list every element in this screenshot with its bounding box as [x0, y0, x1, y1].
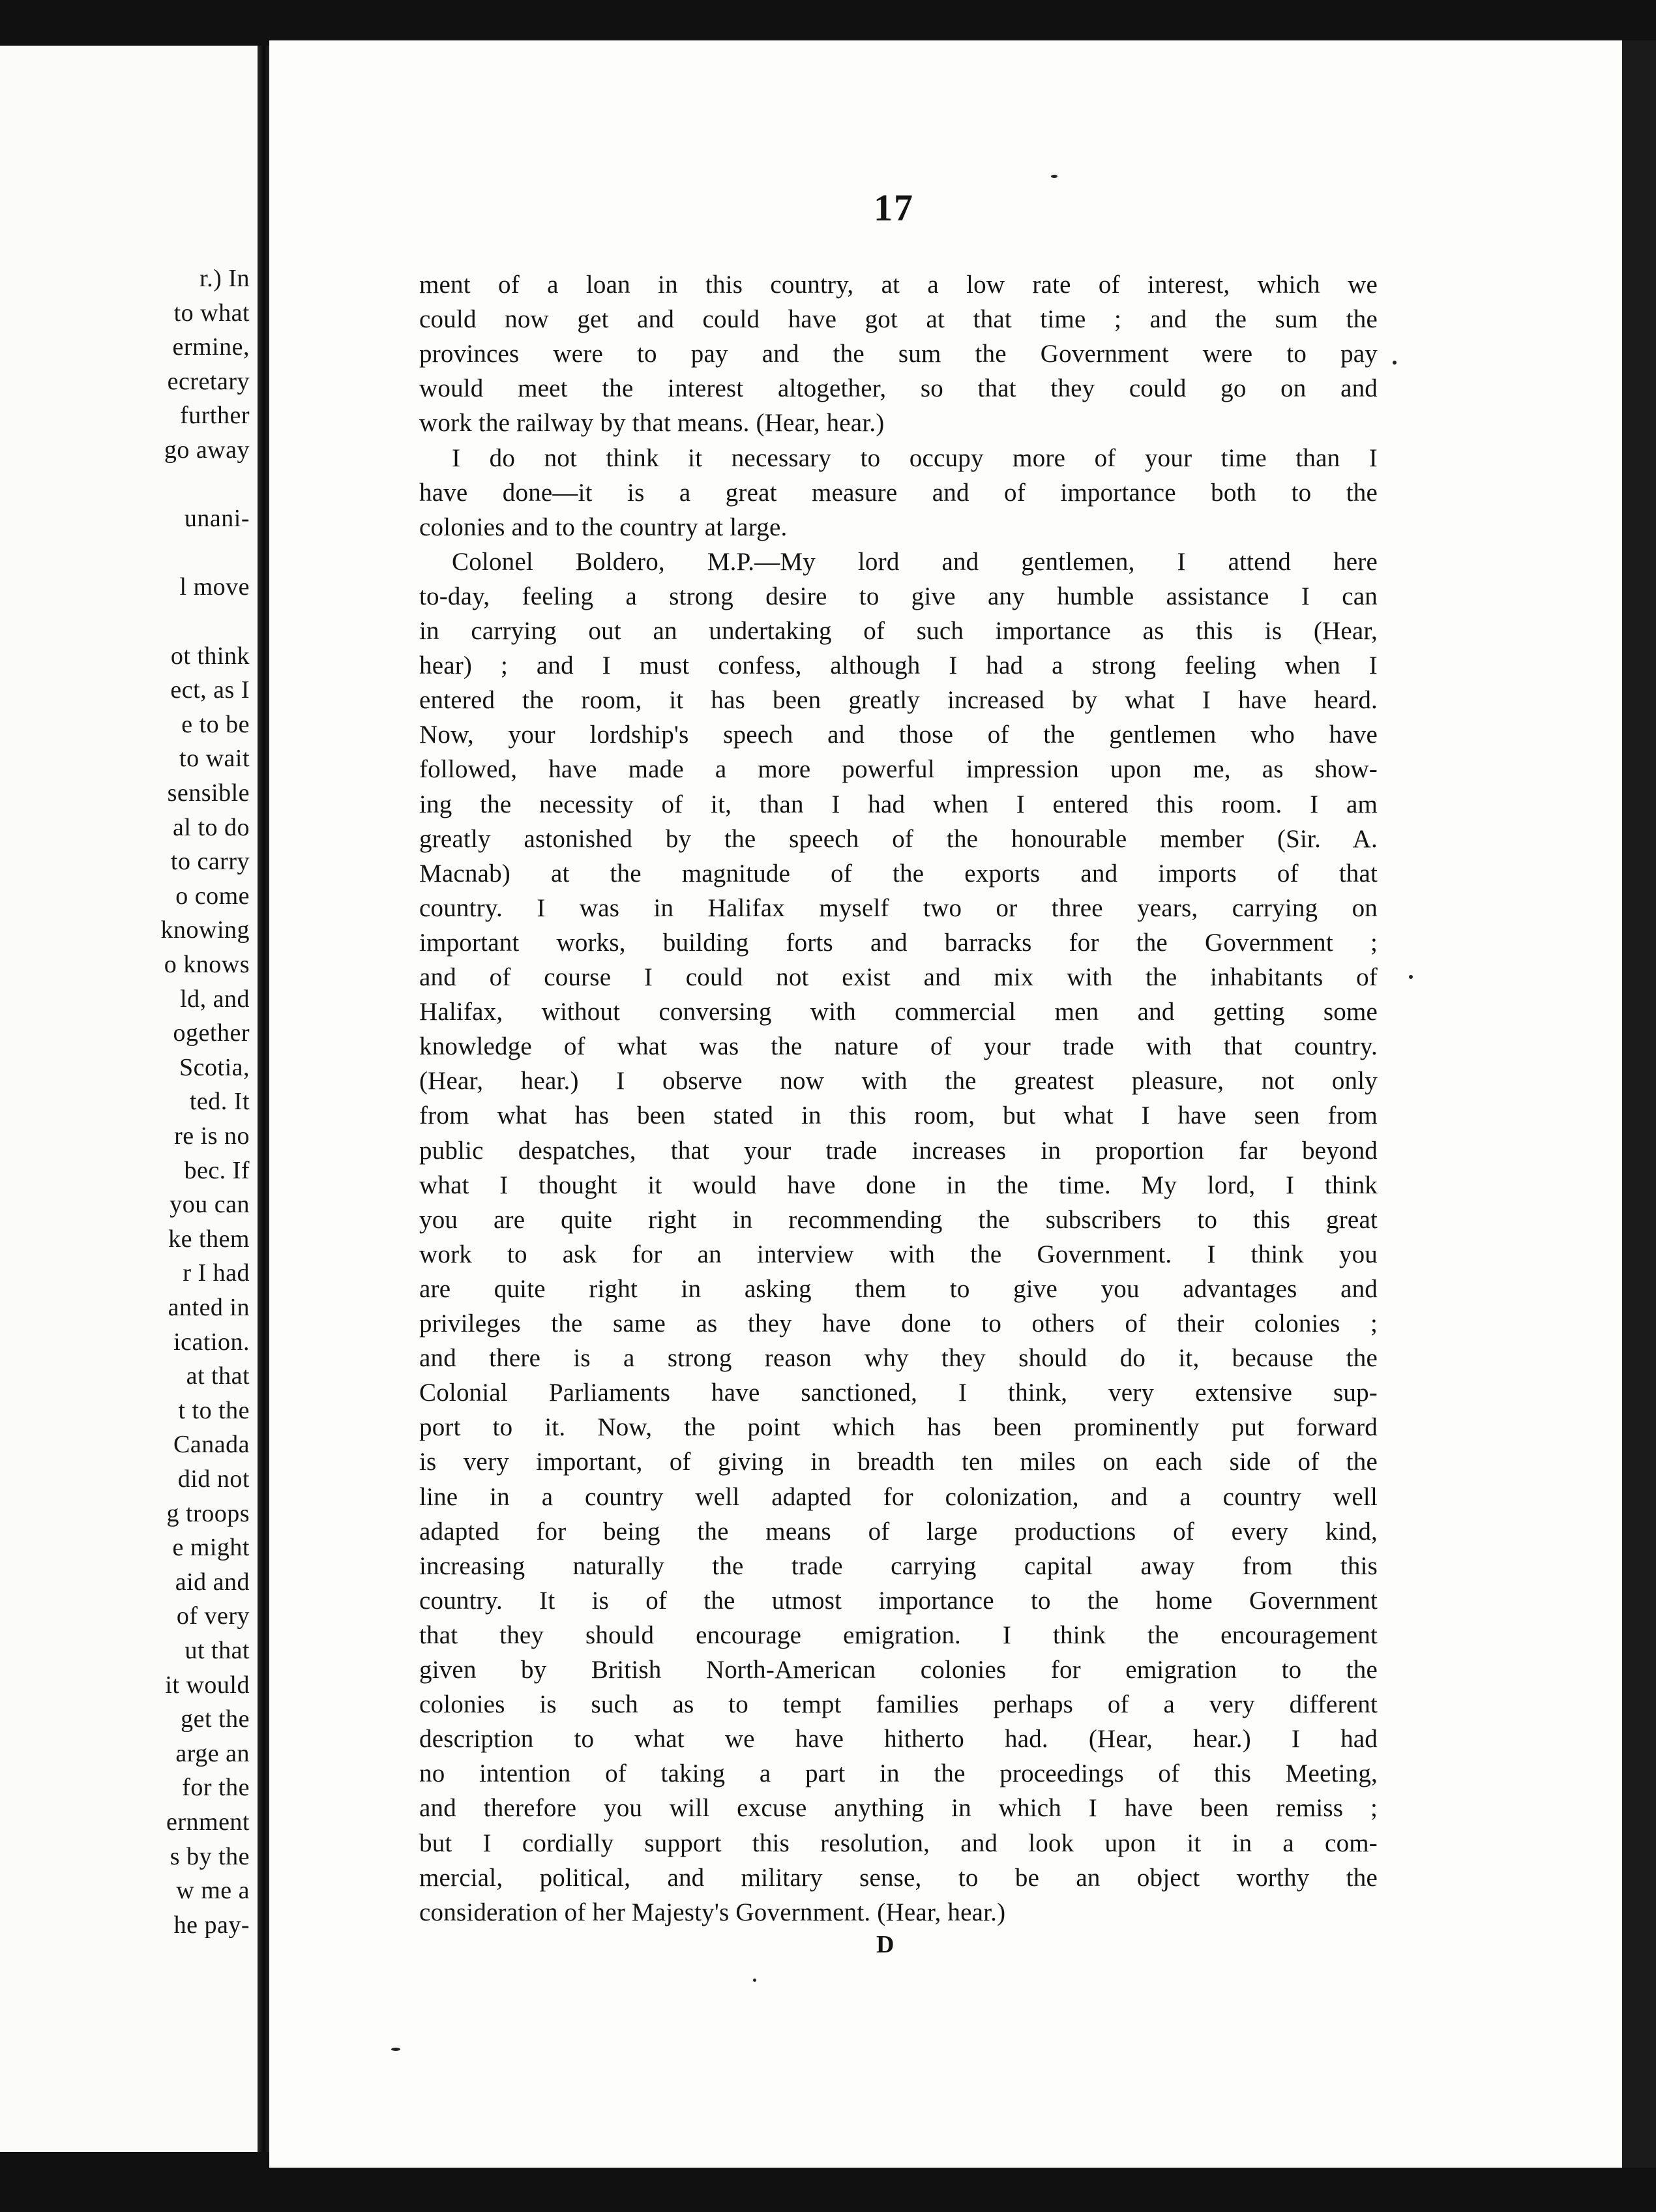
text-line: Colonial Parliaments have sanctioned, I think, very extensive sup- [419, 1379, 1378, 1407]
left-fragment-line: re is no [174, 1122, 250, 1150]
left-fragment-line: Canada [173, 1431, 250, 1459]
left-fragment-line: s by the [170, 1842, 250, 1870]
text-line: work to ask for an interview with the Government. I think you [419, 1240, 1378, 1268]
text-line: and therefore you will excuse anything in which I have been remiss ; [419, 1794, 1378, 1823]
text-line: colonies and to the country at large. [419, 513, 788, 541]
page-number: 17 [874, 187, 914, 229]
text-line: hear) ; and I must confess, although I had a strong feeling when I [419, 651, 1378, 680]
text-line: given by British North-American colonies for emigration to the [419, 1656, 1378, 1684]
text-line: greatly astonished by the speech of the honourable member (Sir. A. [419, 824, 1378, 853]
left-fragment-line: at that [186, 1362, 250, 1390]
text-line: adapted for being the means of large productions of every kind, [419, 1517, 1378, 1546]
text-line: description to what we have hitherto had. (Hear, hear.) I had [419, 1725, 1378, 1754]
text-line: from what has been stated in this room, but what I have seen from [419, 1101, 1378, 1130]
text-line: to-day, feeling a strong desire to give any humble assistance I can [419, 582, 1378, 610]
text-line: and there is a strong reason why they should do it, because the [419, 1344, 1378, 1373]
left-page [0, 46, 258, 2152]
text-line: Colonel Boldero, M.P.—My lord and gentlemen, I attend here [452, 547, 1378, 576]
ink-speck [753, 1979, 756, 1982]
text-line: and of course I could not exist and mix with the inhabitants of [419, 963, 1378, 991]
left-fragment-line: bec. If [184, 1156, 250, 1184]
text-line: I do not think it necessary to occupy more of your time than I [452, 443, 1378, 472]
text-line: followed, have made a more powerful impression upon me, as show- [419, 755, 1378, 784]
text-line: Halifax, without conversing with commercial men and getting some [419, 998, 1378, 1026]
left-fragment-line: g troops [166, 1499, 250, 1527]
text-line: that they should encourage emigration. I think the encouragement [419, 1621, 1378, 1649]
text-line: colonies is such as to tempt families perhaps of a very different [419, 1690, 1378, 1719]
left-fragment-line: o knows [164, 951, 250, 978]
left-fragment-line: it would [165, 1671, 250, 1699]
left-fragment-line: Scotia, [179, 1053, 250, 1081]
text-line: privileges the same as they have done to others of their colonies ; [419, 1309, 1378, 1338]
text-line: what I thought it would have done in the time. My lord, I think [419, 1171, 1378, 1199]
left-fragment-line: sensible [167, 779, 250, 807]
left-fragment-line: for the [182, 1774, 250, 1802]
left-fragment-line: e might [172, 1534, 250, 1562]
left-fragment-line: ect, as I [170, 676, 250, 704]
left-fragment-line: r.) In [200, 265, 250, 292]
left-fragment-line: he pay- [173, 1911, 250, 1939]
left-fragment-line: ted. It [189, 1088, 250, 1116]
left-fragment-line: o come [175, 882, 250, 910]
left-fragment-line: ecretary [167, 367, 250, 395]
left-fragment-line: further [180, 402, 250, 430]
text-line: are quite right in asking them to give you advantages and [419, 1274, 1378, 1303]
left-fragment-line: unani- [184, 505, 250, 533]
text-line: (Hear, hear.) I observe now with the greatest pleasure, not only [419, 1067, 1378, 1096]
left-fragment-line: ot think [170, 642, 250, 670]
left-fragment-line: go away [164, 436, 250, 464]
text-line: country. It is of the utmost importance to the home Government [419, 1586, 1378, 1615]
text-line: entered the room, it has been greatly increased by what I have heard. [419, 686, 1378, 715]
left-fragment-line: to carry [170, 848, 250, 876]
text-line: in carrying out an undertaking of such importance as this is (Hear, [419, 617, 1378, 645]
left-fragment-line: aid and [175, 1568, 250, 1596]
left-fragment-line: ut that [185, 1637, 250, 1664]
signature-mark: D [876, 1931, 895, 1958]
text-line: is very important, of giving in breadth ten miles on each side of the [419, 1448, 1378, 1476]
left-fragment-line: r I had [183, 1259, 250, 1287]
text-line: work the railway by that means. (Hear, hear.) [419, 409, 885, 438]
left-fragment-line: get the [181, 1705, 250, 1733]
ink-speck [1409, 975, 1413, 979]
text-line: ing the necessity of it, than I had when I entered this room. I am [419, 790, 1378, 818]
left-fragment-line: ernment [166, 1808, 250, 1836]
text-line: important works, building forts and barracks for the Government ; [419, 928, 1378, 957]
text-line: you are quite right in recommending the subscribers to this great [419, 1205, 1378, 1234]
book-gutter [258, 46, 271, 2152]
left-fragment-line: you can [170, 1191, 250, 1219]
text-line: line in a country well adapted for colonization, and a country well [419, 1482, 1378, 1511]
text-line: no intention of taking a part in the proceedings of this Meeting, [419, 1759, 1378, 1788]
text-line: Now, your lordship's speech and those of the gentlemen who have [419, 721, 1378, 749]
page-edge-shadow [1622, 40, 1656, 2168]
ink-speck [1051, 175, 1057, 178]
left-fragment-line: did not [177, 1465, 250, 1493]
left-fragment-line: ogether [173, 1019, 250, 1047]
text-line: knowledge of what was the nature of your trade with that country. [419, 1032, 1378, 1061]
left-fragment-line: to what [173, 299, 250, 327]
text-line: have done—it is a great measure and of importance both to the [419, 478, 1378, 507]
text-line: would meet the interest altogether, so that they could go on and [419, 374, 1378, 403]
text-line: but I cordially support this resolution, and look upon it in a com- [419, 1829, 1378, 1857]
text-line: Macnab) at the magnitude of the exports and imports of that [419, 859, 1378, 888]
text-line: country. I was in Halifax myself two or three years, carrying on [419, 893, 1378, 922]
text-line: port to it. Now, the point which has been prominently put forward [419, 1413, 1378, 1442]
left-fragment-line: ication. [173, 1328, 250, 1356]
text-line: consideration of her Majesty's Government. (Hear, hear.) [419, 1898, 1006, 1926]
left-fragment-line: arge an [175, 1739, 250, 1767]
ink-speck [1393, 361, 1397, 365]
left-fragment-line: t to the [178, 1396, 250, 1424]
left-fragment-line: anted in [168, 1294, 250, 1321]
text-line: increasing naturally the trade carrying capital away from this [419, 1551, 1378, 1580]
text-line: mercial, political, and military sense, to be an object worthy the [419, 1863, 1378, 1892]
left-fragment-line: w me a [176, 1877, 250, 1905]
text-line: provinces were to pay and the sum the Government were to pay [419, 340, 1378, 368]
left-fragment-line: to wait [179, 745, 250, 773]
left-fragment-line: knowing [160, 916, 250, 944]
text-line: public despatches, that your trade increases in proportion far beyond [419, 1136, 1378, 1165]
left-fragment-line: e to be [181, 710, 250, 738]
left-fragment-line: ermine, [172, 333, 250, 361]
left-fragment-line: al to do [173, 813, 250, 841]
text-line: could now get and could have got at that time ; and the sum the [419, 305, 1378, 334]
left-fragment-line: ke them [168, 1225, 250, 1253]
left-fragment-line: l move [179, 573, 250, 601]
text-line: ment of a loan in this country, at a low rate of interest, which we [419, 271, 1378, 299]
ink-speck [391, 2048, 400, 2051]
left-fragment-line: ld, and [180, 985, 250, 1013]
left-fragment-line: of very [176, 1602, 250, 1630]
